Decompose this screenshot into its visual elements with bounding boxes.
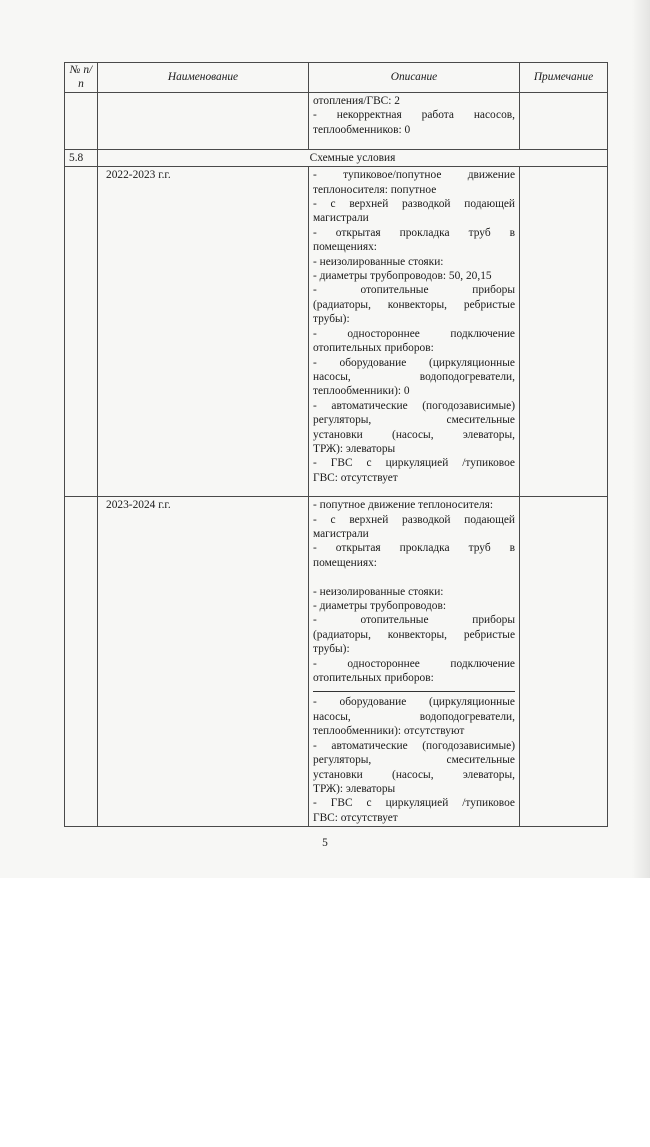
description-line: (радиаторы, конвекторы, ребристые <box>313 298 515 311</box>
description-line: отопления/ГВС: 2 <box>313 94 400 107</box>
separator-line <box>313 691 515 692</box>
description-line: ТРЖ): элеваторы <box>313 782 396 795</box>
description-line: установки (насосы, элеваторы, <box>313 428 515 441</box>
row-period: 2023-2024 г.г. <box>98 497 309 827</box>
description-line: (радиаторы, конвекторы, ребристые <box>313 628 515 641</box>
section-row <box>65 149 608 166</box>
description-line: регуляторы, смесительные <box>313 754 515 767</box>
description-line: теплообменников: 0 <box>313 123 411 136</box>
description-line: трубы): <box>313 643 350 656</box>
description-line: регуляторы, смесительные <box>313 414 515 427</box>
description-line: - одностороннее подключение <box>313 327 515 340</box>
description-line: - тупиковое/попутное движение <box>313 169 515 182</box>
description-line: теплоносителя: попутное <box>313 183 437 196</box>
page-number: 5 <box>322 837 328 849</box>
description-line: - открытая прокладка труб в <box>313 542 515 555</box>
description-line: помещениях: <box>313 556 377 569</box>
description-line: магистрали <box>313 528 369 541</box>
description-line: ГВС: отсутствует <box>313 811 398 824</box>
description-line: - диаметры трубопроводов: <box>313 600 447 613</box>
description-line: - неизолированные стояки: <box>313 585 444 598</box>
description-line: установки (насосы, элеваторы, <box>313 768 515 781</box>
header-note: Примечание <box>520 63 608 93</box>
description-line: теплообменники): отсутствуют <box>313 725 465 738</box>
table-header-row <box>65 63 608 93</box>
description-line: - оборудование (циркуляционные <box>313 696 515 709</box>
description-line: - диаметры трубопроводов: 50, 20,15 <box>313 270 492 283</box>
continuation-description <box>309 92 520 149</box>
description-line: - автоматические (погодозависимые) <box>313 739 515 752</box>
description-line: - оборудование (циркуляционные <box>313 356 515 369</box>
table-row <box>65 497 608 827</box>
description-line: насосы, водоподогреватели, <box>313 370 515 383</box>
row-description <box>309 167 520 497</box>
description-line: отопительных приборов: <box>313 672 434 685</box>
description-line: теплообменники): 0 <box>313 385 410 398</box>
section-title: Схемные условия <box>98 149 608 166</box>
continuation-row <box>65 92 608 149</box>
header-name: Наименование <box>98 63 309 93</box>
description-line: - ГВС с циркуляцией /тупиковое <box>313 797 515 810</box>
description-line: - некорректная работа насосов, <box>313 109 515 122</box>
description-line: - открытая прокладка труб в <box>313 226 515 239</box>
row-period: 2022-2023 г.г. <box>98 167 309 497</box>
description-line: магистрали <box>313 212 369 225</box>
description-line: - попутное движение теплоносителя: <box>313 499 494 512</box>
conditions-table <box>64 62 608 827</box>
row-description <box>309 497 520 827</box>
description-line: ТРЖ): элеваторы <box>313 442 396 455</box>
page-edge-shadow <box>632 0 650 878</box>
description-line: - с верхней разводкой подающей <box>313 513 515 526</box>
description-line: трубы): <box>313 313 350 326</box>
description-line: помещениях: <box>313 241 377 254</box>
description-line: насосы, водоподогреватели, <box>313 710 515 723</box>
description-line: - ГВС с циркуляцией /тупиковое <box>313 457 515 470</box>
description-line: ГВС: отсутствует <box>313 471 398 484</box>
header-number: № п/п <box>65 63 98 93</box>
description-line: - с верхней разводкой подающей <box>313 198 515 211</box>
description-line: - одностороннее подключение <box>313 657 515 670</box>
description-line: - отопительные приборы <box>313 614 515 627</box>
table-row <box>65 167 608 497</box>
description-line: - автоматические (погодозависимые) <box>313 399 515 412</box>
description-line: отопительных приборов: <box>313 342 434 355</box>
section-number: 5.8 <box>65 149 98 166</box>
description-line: - неизолированные стояки: <box>313 255 444 268</box>
description-line: - отопительные приборы <box>313 284 515 297</box>
header-description: Описание <box>309 63 520 93</box>
